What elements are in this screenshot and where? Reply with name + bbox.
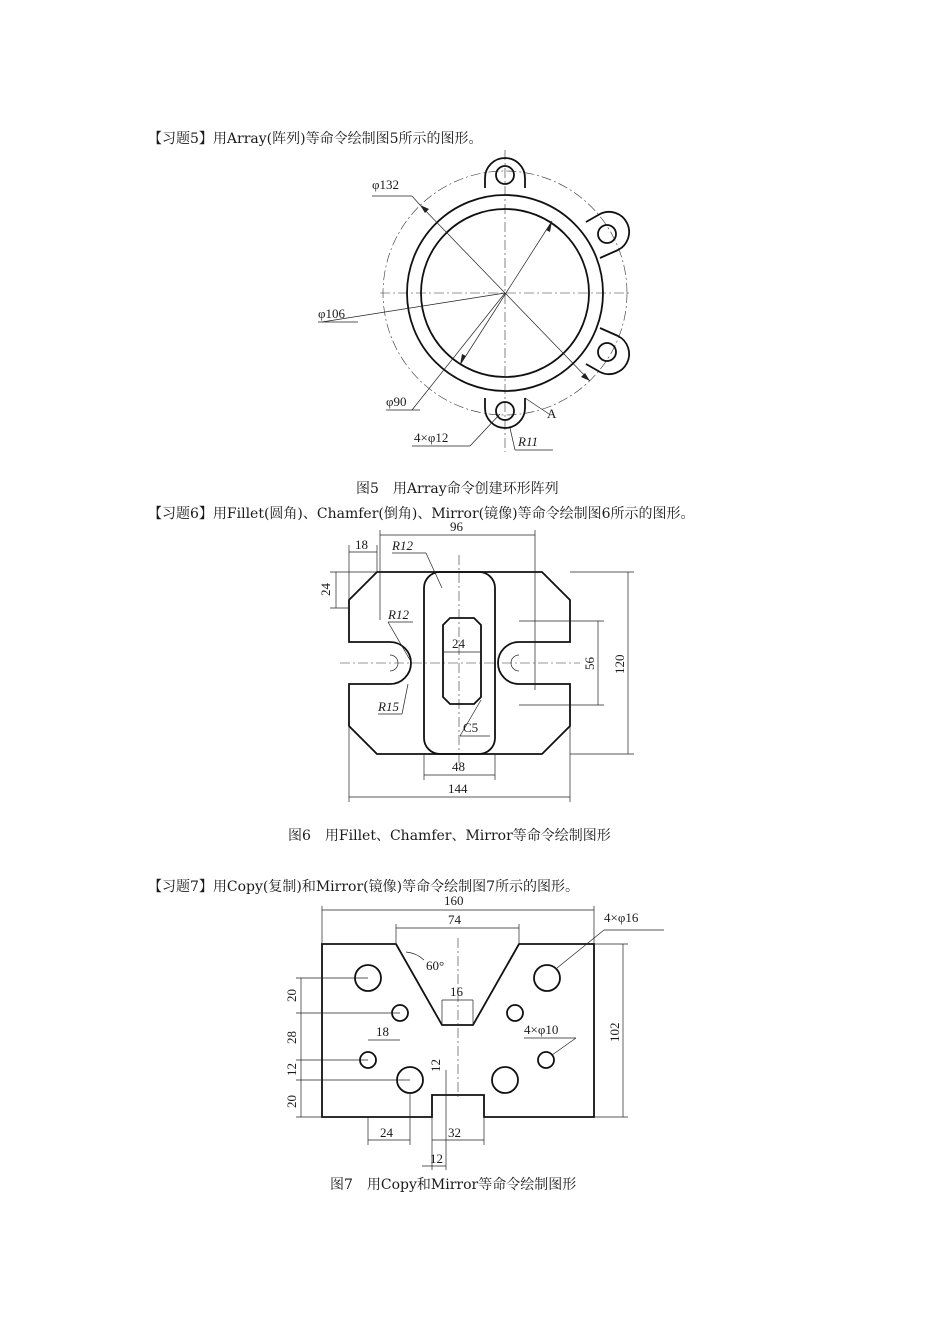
fig7-dim-60: 60° [426, 958, 445, 973]
fig7-dim-holes16: 4×φ16 [604, 910, 639, 925]
fig7-dim-32: 32 [448, 1125, 461, 1140]
fig7-dim-18: 18 [376, 1024, 389, 1039]
fig6-dim-144: 144 [448, 781, 468, 796]
fig6-dim-56: 56 [582, 657, 597, 670]
ex5-heading: 【习题5】用Array(阵列)等命令绘制图5所示的图形。 [148, 131, 483, 147]
ex7-caption: 图7 用Copy和Mirror等命令绘制图形 [330, 1177, 577, 1193]
fig6-dim-24: 24 [452, 636, 465, 651]
ex6-caption: 图6 用Fillet、Chamfer、Mirror等命令绘制图形 [288, 828, 611, 844]
ex5-caption: 图5 用Array命令创建环形阵列 [356, 481, 559, 497]
fig6-dim-r12-top: R12 [392, 538, 413, 553]
fig6-dim-c5: C5 [463, 720, 479, 735]
fig6-dim-120: 120 [612, 654, 627, 674]
fig6-dim-24-vert: 24 [318, 583, 333, 596]
fig7-dim-102: 102 [607, 1022, 622, 1042]
fig5-dim-132: φ132 [372, 177, 400, 192]
fig7-dim-12-center: 12 [428, 1059, 443, 1072]
fig5-label-a: A [547, 406, 557, 421]
fig7-dim-20-top: 20 [284, 989, 299, 1002]
fig7-dim-160: 160 [444, 893, 464, 908]
fig5-dim-90: φ90 [386, 394, 407, 409]
fig7-dim-holes10: 4×φ10 [524, 1022, 559, 1037]
fig7-dim-16: 16 [450, 984, 463, 999]
fig6-dim-96: 96 [450, 519, 463, 534]
fig7-dim-20-bottom: 20 [284, 1095, 299, 1108]
fig5-dim-106: φ106 [318, 306, 346, 321]
fig7-dim-74: 74 [448, 912, 461, 927]
fig5-dim-r11: R11 [518, 434, 538, 449]
fig7-dim-12-bottom: 12 [430, 1151, 443, 1166]
fig6-dim-18: 18 [355, 537, 368, 552]
fig6-dim-r15: R15 [378, 699, 399, 714]
ex7-heading: 【习题7】用Copy(复制)和Mirror(镜像)等命令绘制图7所示的图形。 [148, 879, 579, 895]
fig7-dim-24: 24 [380, 1125, 393, 1140]
fig7-dim-28: 28 [284, 1031, 299, 1044]
fig5-dim-hole: 4×φ12 [414, 430, 449, 445]
fig6-dim-48: 48 [452, 759, 465, 774]
fig6-dim-r12-mid: R12 [388, 607, 409, 622]
fig7-dim-12-side: 12 [284, 1063, 299, 1076]
ex6-heading: 【习题6】用Fillet(圆角)、Chamfer(倒角)、Mirror(镜像)等命令绘制图6所示的图形。 [148, 506, 695, 522]
